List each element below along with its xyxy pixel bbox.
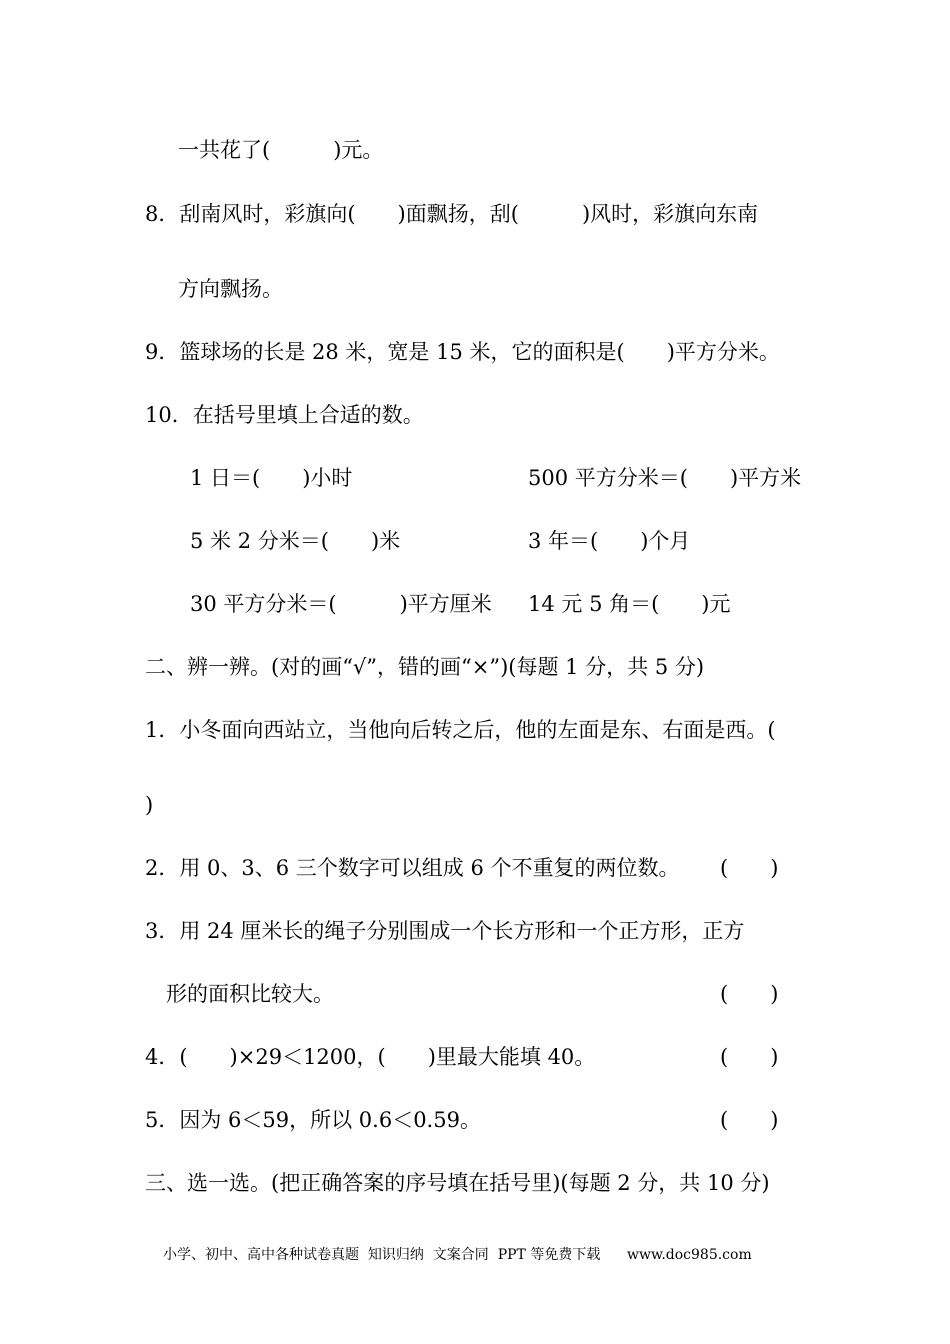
sec2-q5-answer-blank: ( ) <box>720 1108 779 1132</box>
page-footer: 小学、初中、高中各种试卷真题 知识归纳 文案合同 PPT 等免费下载 www.doc985.com <box>163 1247 752 1263</box>
section-3-title: 三、选一选。(把正确答案的序号填在括号里)(每题 2 分，共 10 分) <box>145 1171 770 1195</box>
q10-item-6: 14 元 5 角＝( )元 <box>528 592 731 616</box>
q10-item-3: 5 米 2 分米＝( )米 <box>190 529 401 553</box>
sec2-q1-line2: ) <box>145 793 154 817</box>
sec2-q3-line1: 3．用 24 厘米长的绳子分别围成一个长方形和一个正方形，正方 <box>145 919 745 943</box>
q10-item-2: 500 平方分米＝( )平方米 <box>528 466 802 490</box>
q8-line2: 方向飘扬。 <box>178 277 283 301</box>
sec2-q3-line2: 形的面积比较大。 <box>166 982 334 1006</box>
q10-item-4: 3 年＝( )个月 <box>528 529 691 553</box>
sec2-q2-answer-blank: ( ) <box>720 856 779 880</box>
sec2-q1-line1: 1．小冬面向西站立，当他向后转之后，他的左面是东、右面是西。( <box>145 718 776 742</box>
sec2-q5: 5．因为 6＜59，所以 0.6＜0.59。 <box>145 1108 481 1132</box>
sec2-q2: 2．用 0、3、6 三个数字可以组成 6 个不重复的两位数。 <box>145 856 680 880</box>
q8-line1: 8．刮南风时，彩旗向( )面飘扬，刮( )风时，彩旗向东南 <box>145 202 759 226</box>
q10-title: 10．在括号里填上合适的数。 <box>145 403 424 427</box>
q9: 9．篮球场的长是 28 米，宽是 15 米，它的面积是( )平方分米。 <box>145 340 780 364</box>
sec2-q4: 4．( )×29＜1200，( )里最大能填 40。 <box>145 1045 596 1069</box>
q7-continuation: 一共花了( )元。 <box>178 138 384 162</box>
q10-item-5: 30 平方分米＝( )平方厘米 <box>190 592 492 616</box>
section-2-title: 二、辨一辨。(对的画“√”，错的画“×”)(每题 1 分，共 5 分) <box>145 655 705 679</box>
q10-item-1: 1 日＝( )小时 <box>190 466 353 490</box>
sec2-q4-answer-blank: ( ) <box>720 1045 779 1069</box>
sec2-q3-answer-blank: ( ) <box>720 982 779 1006</box>
